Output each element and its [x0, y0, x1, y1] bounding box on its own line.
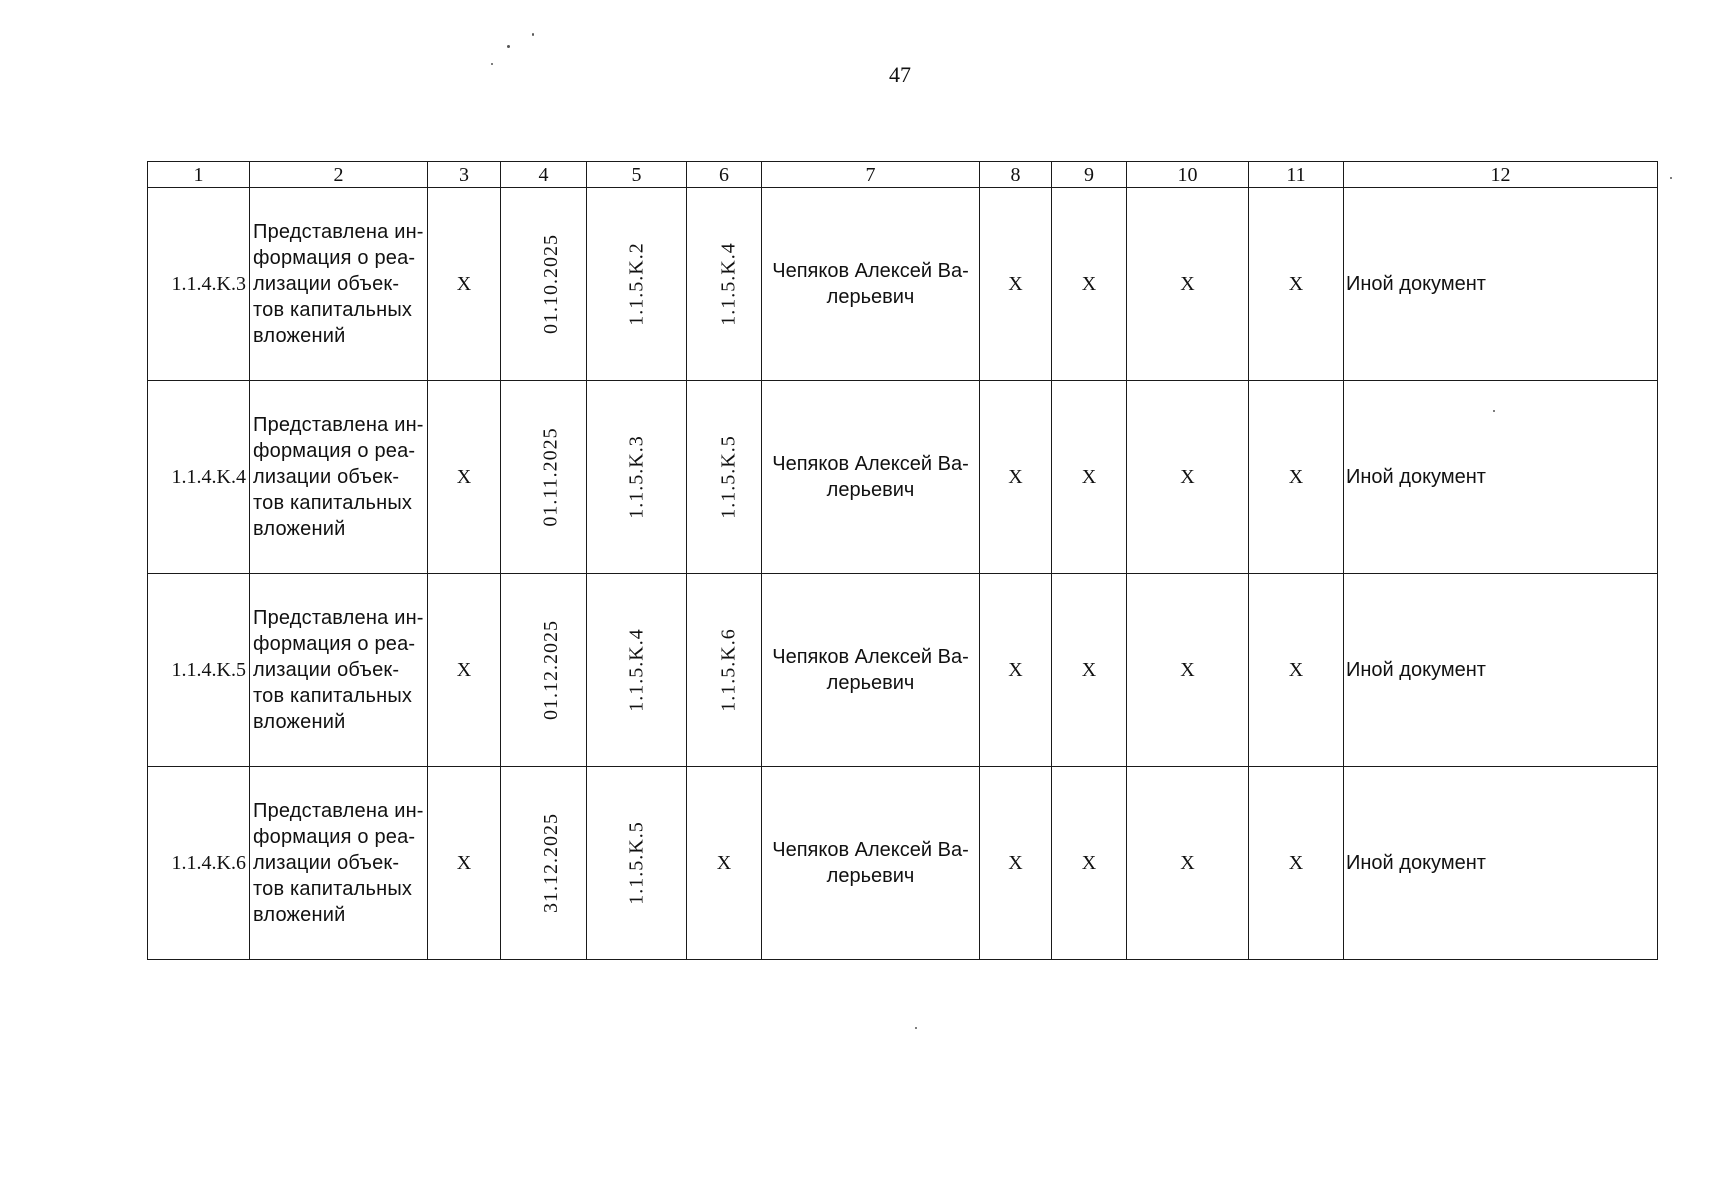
row-description-line: формация о реа-	[253, 247, 416, 269]
scan-speck	[507, 45, 510, 48]
row-date: 01.10.2025	[540, 234, 562, 334]
document-type: Иной документ	[1344, 767, 1658, 960]
responsible-person	[762, 381, 980, 574]
row-description-line: тов капитальных	[253, 878, 413, 900]
column-number-4: 4	[501, 162, 587, 188]
col9-mark: X	[1052, 767, 1127, 960]
next-event-cell	[687, 188, 762, 381]
row-description-line: вложений	[253, 904, 346, 926]
previous-event: 1.1.5.K.3	[625, 435, 648, 519]
col11-mark: X	[1249, 188, 1344, 381]
row-description-line: лизации объек-	[253, 273, 400, 295]
row-description-line: вложений	[253, 325, 346, 347]
row-id: 1.1.4.K.4	[148, 381, 250, 574]
previous-event: 1.1.5.K.2	[625, 242, 648, 326]
col9-mark: X	[1052, 188, 1127, 381]
row-description	[250, 574, 428, 767]
row-description-line: формация о реа-	[253, 633, 416, 655]
row-date-cell	[501, 381, 587, 574]
document-type: Иной документ	[1344, 381, 1658, 574]
responsible-person-line: Чепяков Алексей Ва-	[772, 646, 969, 668]
row-id: 1.1.4.K.5	[148, 574, 250, 767]
responsible-person-line: Чепяков Алексей Ва-	[772, 260, 969, 282]
col3-mark: X	[428, 767, 501, 960]
next-event: 1.1.5.K.6	[717, 628, 740, 712]
table-row	[148, 574, 1658, 767]
scan-speck	[532, 33, 534, 36]
responsible-person	[762, 188, 980, 381]
previous-event-cell	[587, 381, 687, 574]
column-number-7: 7	[762, 162, 980, 188]
col9-mark: X	[1052, 381, 1127, 574]
column-number-12: 12	[1344, 162, 1658, 188]
previous-event-cell	[587, 767, 687, 960]
document-type: Иной документ	[1344, 188, 1658, 381]
row-description-line: лизации объек-	[253, 852, 400, 874]
table-row	[148, 381, 1658, 574]
document-type: Иной документ	[1344, 574, 1658, 767]
row-description	[250, 381, 428, 574]
next-event: X	[687, 767, 762, 960]
col11-mark: X	[1249, 767, 1344, 960]
next-event-cell	[687, 381, 762, 574]
column-number-row	[148, 162, 1658, 188]
column-number-1: 1	[148, 162, 250, 188]
row-id: 1.1.4.K.6	[148, 767, 250, 960]
row-description-line: Представлена ин-	[253, 221, 424, 243]
row-id: 1.1.4.K.3	[148, 188, 250, 381]
row-description-line: Представлена ин-	[253, 800, 424, 822]
col8-mark: X	[980, 767, 1052, 960]
row-description-line: лизации объек-	[253, 466, 400, 488]
next-event-cell	[687, 574, 762, 767]
row-description-line: тов капитальных	[253, 685, 413, 707]
next-event: 1.1.5.K.5	[717, 435, 740, 519]
row-description-line: вложений	[253, 711, 346, 733]
col3-mark: X	[428, 188, 501, 381]
scan-speck	[1670, 177, 1672, 179]
row-description-line: Представлена ин-	[253, 607, 424, 629]
responsible-person-line: Чепяков Алексей Ва-	[772, 839, 969, 861]
row-date: 31.12.2025	[540, 813, 562, 913]
responsible-person-line: лерьевич	[826, 865, 915, 887]
next-event: 1.1.5.K.4	[717, 242, 740, 326]
responsible-person-line: лерьевич	[826, 479, 915, 501]
column-number-6: 6	[687, 162, 762, 188]
row-description-line: формация о реа-	[253, 440, 416, 462]
scan-speck	[915, 1027, 917, 1029]
col9-mark: X	[1052, 574, 1127, 767]
responsible-person-line: Чепяков Алексей Ва-	[772, 453, 969, 475]
col8-mark: X	[980, 381, 1052, 574]
row-date-cell	[501, 574, 587, 767]
row-description	[250, 767, 428, 960]
row-description-line: лизации объек-	[253, 659, 400, 681]
row-date-cell	[501, 188, 587, 381]
row-description-line: тов капитальных	[253, 492, 413, 514]
scan-speck	[491, 63, 493, 65]
column-number-5: 5	[587, 162, 687, 188]
responsible-person	[762, 767, 980, 960]
row-description-line: формация о реа-	[253, 826, 416, 848]
row-description-line: вложений	[253, 518, 346, 540]
row-description-line: Представлена ин-	[253, 414, 424, 436]
responsible-person-line: лерьевич	[826, 672, 915, 694]
column-number-11: 11	[1249, 162, 1344, 188]
responsible-person	[762, 574, 980, 767]
row-date: 01.11.2025	[539, 427, 562, 527]
col10-mark: X	[1127, 574, 1249, 767]
col8-mark: X	[980, 188, 1052, 381]
previous-event: 1.1.5.K.4	[625, 628, 648, 712]
row-description	[250, 188, 428, 381]
col3-mark: X	[428, 381, 501, 574]
col10-mark: X	[1127, 188, 1249, 381]
col10-mark: X	[1127, 767, 1249, 960]
column-number-9: 9	[1052, 162, 1127, 188]
table-row	[148, 767, 1658, 960]
column-number-3: 3	[428, 162, 501, 188]
page-number: 47	[889, 62, 911, 87]
col10-mark: X	[1127, 381, 1249, 574]
previous-event-cell	[587, 574, 687, 767]
column-number-10: 10	[1127, 162, 1249, 188]
col11-mark: X	[1249, 574, 1344, 767]
column-number-2: 2	[250, 162, 428, 188]
previous-event: 1.1.5.K.5	[625, 821, 648, 905]
column-number-8: 8	[980, 162, 1052, 188]
responsible-person-line: лерьевич	[826, 286, 915, 308]
row-date: 01.12.2025	[540, 620, 562, 720]
col3-mark: X	[428, 574, 501, 767]
col8-mark: X	[980, 574, 1052, 767]
row-description-line: тов капитальных	[253, 299, 413, 321]
schedule-table	[147, 161, 1658, 960]
col11-mark: X	[1249, 381, 1344, 574]
previous-event-cell	[587, 188, 687, 381]
row-date-cell	[501, 767, 587, 960]
table-row	[148, 188, 1658, 381]
